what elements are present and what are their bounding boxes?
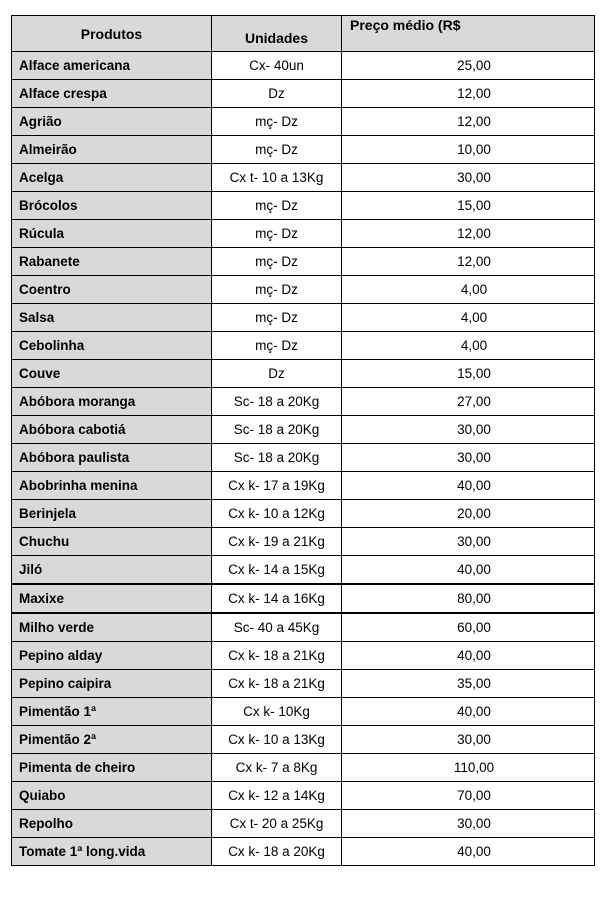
table-row [12, 444, 595, 472]
cell-preco: 20,00 [342, 500, 595, 528]
cell-produto: Abóbora paulista [12, 444, 212, 472]
cell-produto: Salsa [12, 304, 212, 332]
cell-unidade: Cx k- 10 a 13Kg [212, 726, 342, 754]
cell-unidade: Sc- 18 a 20Kg [212, 444, 342, 472]
cell-preco: 12,00 [342, 108, 595, 136]
cell-produto: Milho verde [12, 613, 212, 642]
table-row [12, 164, 595, 192]
table-row [12, 80, 595, 108]
cell-preco: 12,00 [342, 220, 595, 248]
cell-produto: Pepino alday [12, 642, 212, 670]
cell-produto: Pimentão 1ª [12, 698, 212, 726]
cell-unidade: Cx k- 12 a 14Kg [212, 782, 342, 810]
cell-produto: Almeirão [12, 136, 212, 164]
cell-unidade: mç- Dz [212, 136, 342, 164]
table-row [12, 500, 595, 528]
cell-preco: 70,00 [342, 782, 595, 810]
table-row [12, 472, 595, 500]
cell-produto: Rúcula [12, 220, 212, 248]
cell-produto: Agrião [12, 108, 212, 136]
cell-preco: 15,00 [342, 360, 595, 388]
cell-unidade: Cx k- 17 a 19Kg [212, 472, 342, 500]
table-row [12, 416, 595, 444]
cell-unidade: mç- Dz [212, 332, 342, 360]
cell-produto: Quiabo [12, 782, 212, 810]
price-table-container [11, 15, 594, 866]
table-row [12, 556, 595, 585]
cell-produto: Tomate 1ª long.vida [12, 838, 212, 866]
table-row [12, 584, 595, 613]
cell-preco: 4,00 [342, 276, 595, 304]
cell-preco: 30,00 [342, 164, 595, 192]
cell-unidade: Cx t- 10 a 13Kg [212, 164, 342, 192]
table-row [12, 304, 595, 332]
cell-unidade: mç- Dz [212, 304, 342, 332]
cell-produto: Brócolos [12, 192, 212, 220]
cell-produto: Berinjela [12, 500, 212, 528]
cell-preco: 110,00 [342, 754, 595, 782]
cell-preco: 35,00 [342, 670, 595, 698]
cell-preco: 30,00 [342, 528, 595, 556]
cell-unidade: mç- Dz [212, 220, 342, 248]
table-row [12, 248, 595, 276]
cell-preco: 60,00 [342, 613, 595, 642]
cell-preco: 80,00 [342, 584, 595, 613]
table-header-row [12, 16, 595, 52]
cell-produto: Jiló [12, 556, 212, 585]
table-row [12, 108, 595, 136]
header-preco-medio: Preço médio (R$ [342, 16, 595, 52]
cell-unidade: mç- Dz [212, 192, 342, 220]
cell-preco: 15,00 [342, 192, 595, 220]
cell-unidade: Cx- 40un [212, 52, 342, 80]
cell-unidade: mç- Dz [212, 108, 342, 136]
cell-unidade: Cx k- 19 a 21Kg [212, 528, 342, 556]
cell-preco: 40,00 [342, 698, 595, 726]
table-body [12, 52, 595, 866]
table-row [12, 136, 595, 164]
table-row [12, 52, 595, 80]
cell-unidade: Cx k- 10Kg [212, 698, 342, 726]
cell-unidade: Dz [212, 80, 342, 108]
cell-preco: 4,00 [342, 304, 595, 332]
cell-preco: 40,00 [342, 556, 595, 585]
cell-preco: 30,00 [342, 810, 595, 838]
price-table [11, 15, 595, 866]
cell-produto: Coentro [12, 276, 212, 304]
table-row [12, 754, 595, 782]
table-row [12, 276, 595, 304]
cell-preco: 30,00 [342, 444, 595, 472]
cell-unidade: mç- Dz [212, 276, 342, 304]
cell-unidade: Sc- 40 a 45Kg [212, 613, 342, 642]
cell-preco: 40,00 [342, 642, 595, 670]
cell-produto: Maxixe [12, 584, 212, 613]
table-row [12, 192, 595, 220]
cell-produto: Abóbora moranga [12, 388, 212, 416]
cell-produto: Repolho [12, 810, 212, 838]
cell-produto: Abóbora cabotiá [12, 416, 212, 444]
cell-unidade: Sc- 18 a 20Kg [212, 388, 342, 416]
cell-preco: 4,00 [342, 332, 595, 360]
table-row [12, 388, 595, 416]
cell-unidade: Cx t- 20 a 25Kg [212, 810, 342, 838]
table-row [12, 642, 595, 670]
cell-unidade: Sc- 18 a 20Kg [212, 416, 342, 444]
cell-preco: 10,00 [342, 136, 595, 164]
cell-produto: Pimenta de cheiro [12, 754, 212, 782]
cell-produto: Couve [12, 360, 212, 388]
cell-produto: Abobrinha menina [12, 472, 212, 500]
table-row [12, 838, 595, 866]
table-row [12, 670, 595, 698]
cell-produto: Cebolinha [12, 332, 212, 360]
table-row [12, 726, 595, 754]
table-row [12, 220, 595, 248]
header-unidades: Unidades [212, 16, 342, 52]
cell-unidade: Cx k- 18 a 20Kg [212, 838, 342, 866]
cell-unidade: Dz [212, 360, 342, 388]
cell-preco: 25,00 [342, 52, 595, 80]
cell-preco: 30,00 [342, 726, 595, 754]
cell-produto: Alface americana [12, 52, 212, 80]
cell-unidade: Cx k- 14 a 15Kg [212, 556, 342, 585]
table-row [12, 810, 595, 838]
cell-produto: Pimentão 2ª [12, 726, 212, 754]
cell-preco: 40,00 [342, 838, 595, 866]
cell-produto: Rabanete [12, 248, 212, 276]
cell-unidade: Cx k- 18 a 21Kg [212, 670, 342, 698]
table-row [12, 528, 595, 556]
cell-preco: 40,00 [342, 472, 595, 500]
cell-unidade: Cx k- 7 a 8Kg [212, 754, 342, 782]
cell-produto: Chuchu [12, 528, 212, 556]
cell-unidade: mç- Dz [212, 248, 342, 276]
table-row [12, 782, 595, 810]
table-row [12, 332, 595, 360]
table-row [12, 613, 595, 642]
cell-produto: Acelga [12, 164, 212, 192]
cell-produto: Alface crespa [12, 80, 212, 108]
cell-unidade: Cx k- 18 a 21Kg [212, 642, 342, 670]
cell-unidade: Cx k- 10 a 12Kg [212, 500, 342, 528]
cell-preco: 30,00 [342, 416, 595, 444]
table-row [12, 698, 595, 726]
cell-unidade: Cx k- 14 a 16Kg [212, 584, 342, 613]
cell-preco: 12,00 [342, 248, 595, 276]
header-produtos: Produtos [12, 16, 212, 52]
cell-preco: 12,00 [342, 80, 595, 108]
cell-preco: 27,00 [342, 388, 595, 416]
cell-produto: Pepino caipira [12, 670, 212, 698]
table-row [12, 360, 595, 388]
